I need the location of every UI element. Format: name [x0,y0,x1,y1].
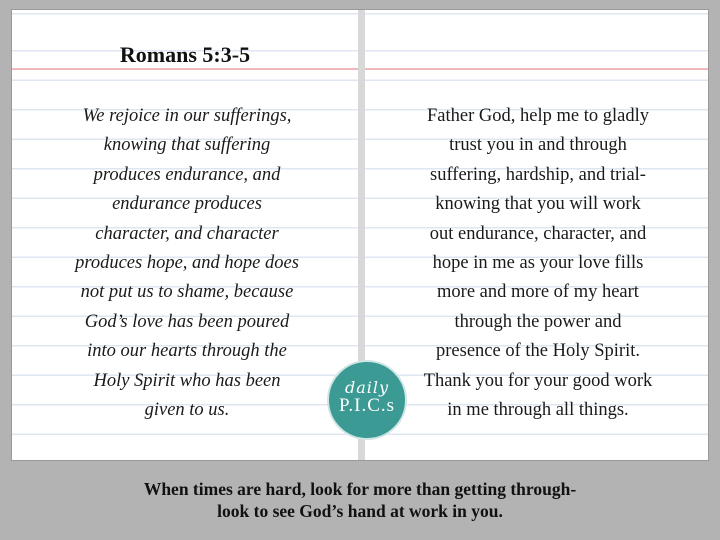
verse-line: produces hope, and hope does [75,253,299,274]
verse-line: God’s love has been poured [84,311,290,332]
verse-reference-title: Romans 5:3-5 [119,42,251,67]
prayer-line: presence of the Holy Spirit. [436,341,640,362]
verse-line: not put us to shame, because [80,282,294,303]
prayer-line: through the power and [454,311,622,332]
logo-script-text: daily [344,378,390,397]
verse-line: given to us. [144,400,230,421]
verse-text [42,102,332,425]
footer-line: When times are hard, look for more than getting through- [143,479,577,499]
prayer-line: trust you in and through [449,135,627,156]
prayer-line: in me through all things. [447,400,629,421]
verse-line: We rejoice in our sufferings, [82,106,292,126]
verse-line: character, and character [95,223,279,244]
prayer-line: more and more of my heart [437,282,639,303]
verse-line: endurance produces [112,194,262,215]
daily-pics-logo [327,360,407,440]
prayer-line: Father God, help me to gladly [427,106,649,126]
prayer-line: suffering, hardship, and trial- [430,164,646,185]
verse-line: produces endurance, and [93,164,281,185]
prayer-line: Thank you for your good work [423,370,653,391]
verse-line: knowing that suffering [103,135,271,156]
verse-line: into our hearts through the [87,341,287,362]
prayer-line: out endurance, character, and [429,223,647,244]
prayer-line: hope in me as your love fills [432,253,644,274]
footer-line: look to see God’s hand at work in you. [217,501,503,521]
notecard [11,9,709,461]
logo-pics-text: P.I.C.s [338,395,396,416]
footer-caption [0,478,720,522]
prayer-line: knowing that you will work [435,194,641,215]
prayer-text [388,102,688,425]
verse-line: Holy Spirit who has been [93,370,281,391]
